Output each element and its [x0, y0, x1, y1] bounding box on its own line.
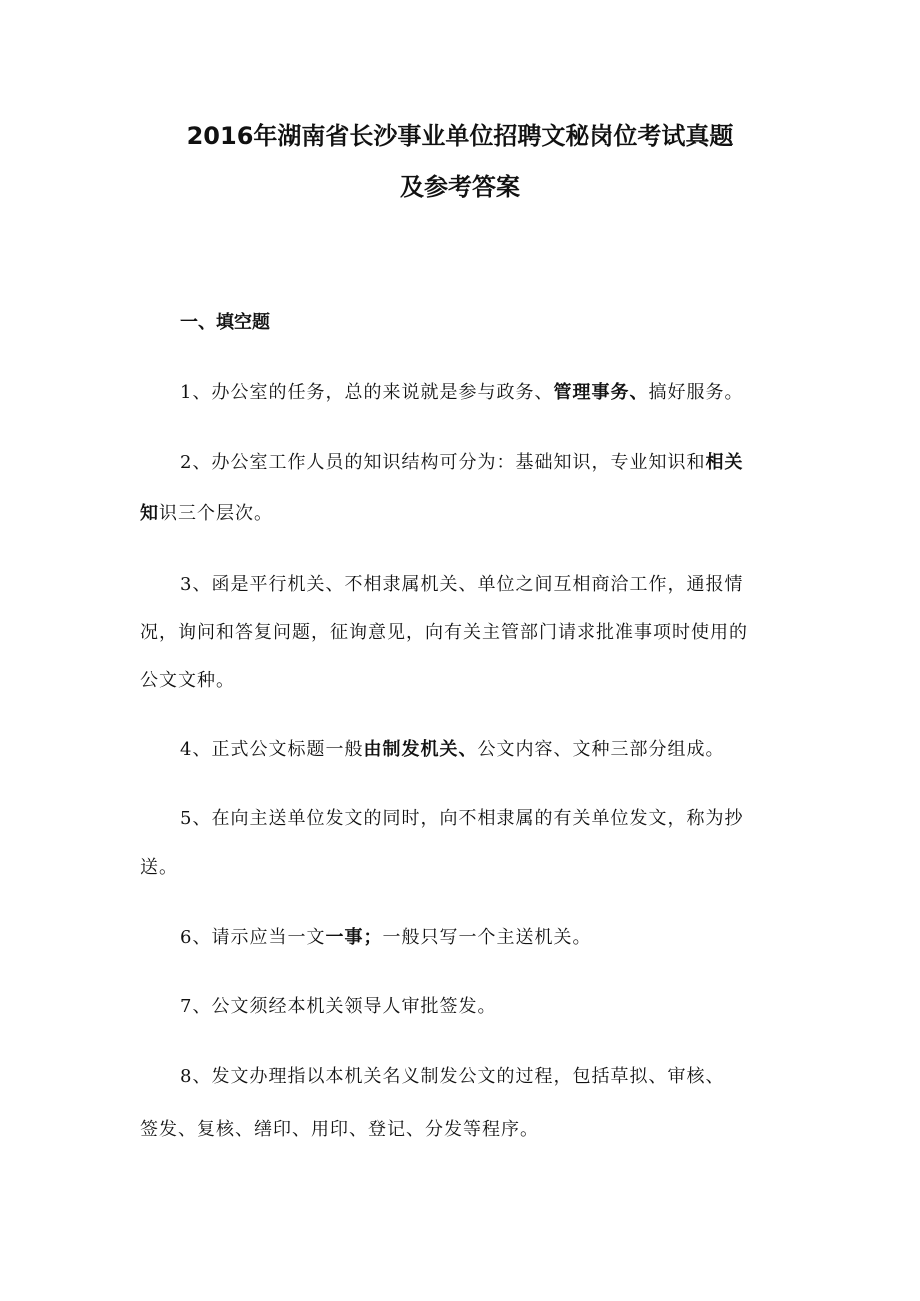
item-3-line-3: 公文文种。 — [140, 670, 235, 691]
document-title-line-1: 2016年湖南省长沙事业单位招聘文秘岗位考试真题 — [186, 122, 734, 150]
item-6-text-a: 6、请示应当一文 — [180, 927, 326, 948]
item-5-line-1: 5、在向主送单位发文的同时，向不相隶属的有关单位发文，称为抄 — [180, 808, 744, 829]
item-1-bold: 管理事务、 — [553, 382, 649, 403]
item-4 — [180, 735, 724, 761]
item-2-bold-b: 知 — [140, 503, 159, 524]
item-1 — [180, 378, 743, 404]
item-4-bold: 由制发机关、 — [363, 739, 478, 760]
item-4-text-b: 公文内容、文种三部分组成。 — [477, 739, 725, 760]
item-8-line-1: 8、发文办理指以本机关名义制发公文的过程，包括草拟、审核、 — [180, 1066, 725, 1087]
item-6-text-b: 一般只写一个主送机关。 — [382, 927, 592, 948]
item-2-text-b: 识三个层次。 — [159, 503, 273, 524]
item-2-bold-a: 相关 — [705, 452, 744, 473]
item-5-line-2: 送。 — [140, 857, 178, 878]
item-2-text-a: 2、办公室工作人员的知识结构可分为：基础知识，专业知识和 — [180, 452, 706, 473]
item-4-text-a: 4、正式公文标题一般 — [180, 739, 364, 760]
item-6 — [180, 923, 591, 949]
item-1-text-a: 1、办公室的任务，总的来说就是参与政务、 — [180, 382, 554, 403]
item-3-line-2: 况，询问和答复问题，征询意见，向有关主管部门请求批准事项时使用的 — [140, 622, 748, 643]
item-2-line-2 — [140, 499, 273, 525]
item-7: 7、公文须经本机关领导人审批签发。 — [180, 996, 497, 1017]
item-8-line-2: 签发、复核、缮印、用印、登记、分发等程序。 — [140, 1119, 539, 1140]
item-1-text-b: 搞好服务。 — [648, 382, 744, 403]
document-title-line-2: 及参考答案 — [400, 173, 520, 201]
item-6-bold: 一事； — [325, 927, 383, 948]
section-heading: 一、填空题 — [180, 312, 270, 333]
item-2-line-1 — [180, 448, 743, 474]
item-3-line-1: 3、函是平行机关、不相隶属机关、单位之间互相商洽工作，通报情 — [180, 574, 744, 595]
